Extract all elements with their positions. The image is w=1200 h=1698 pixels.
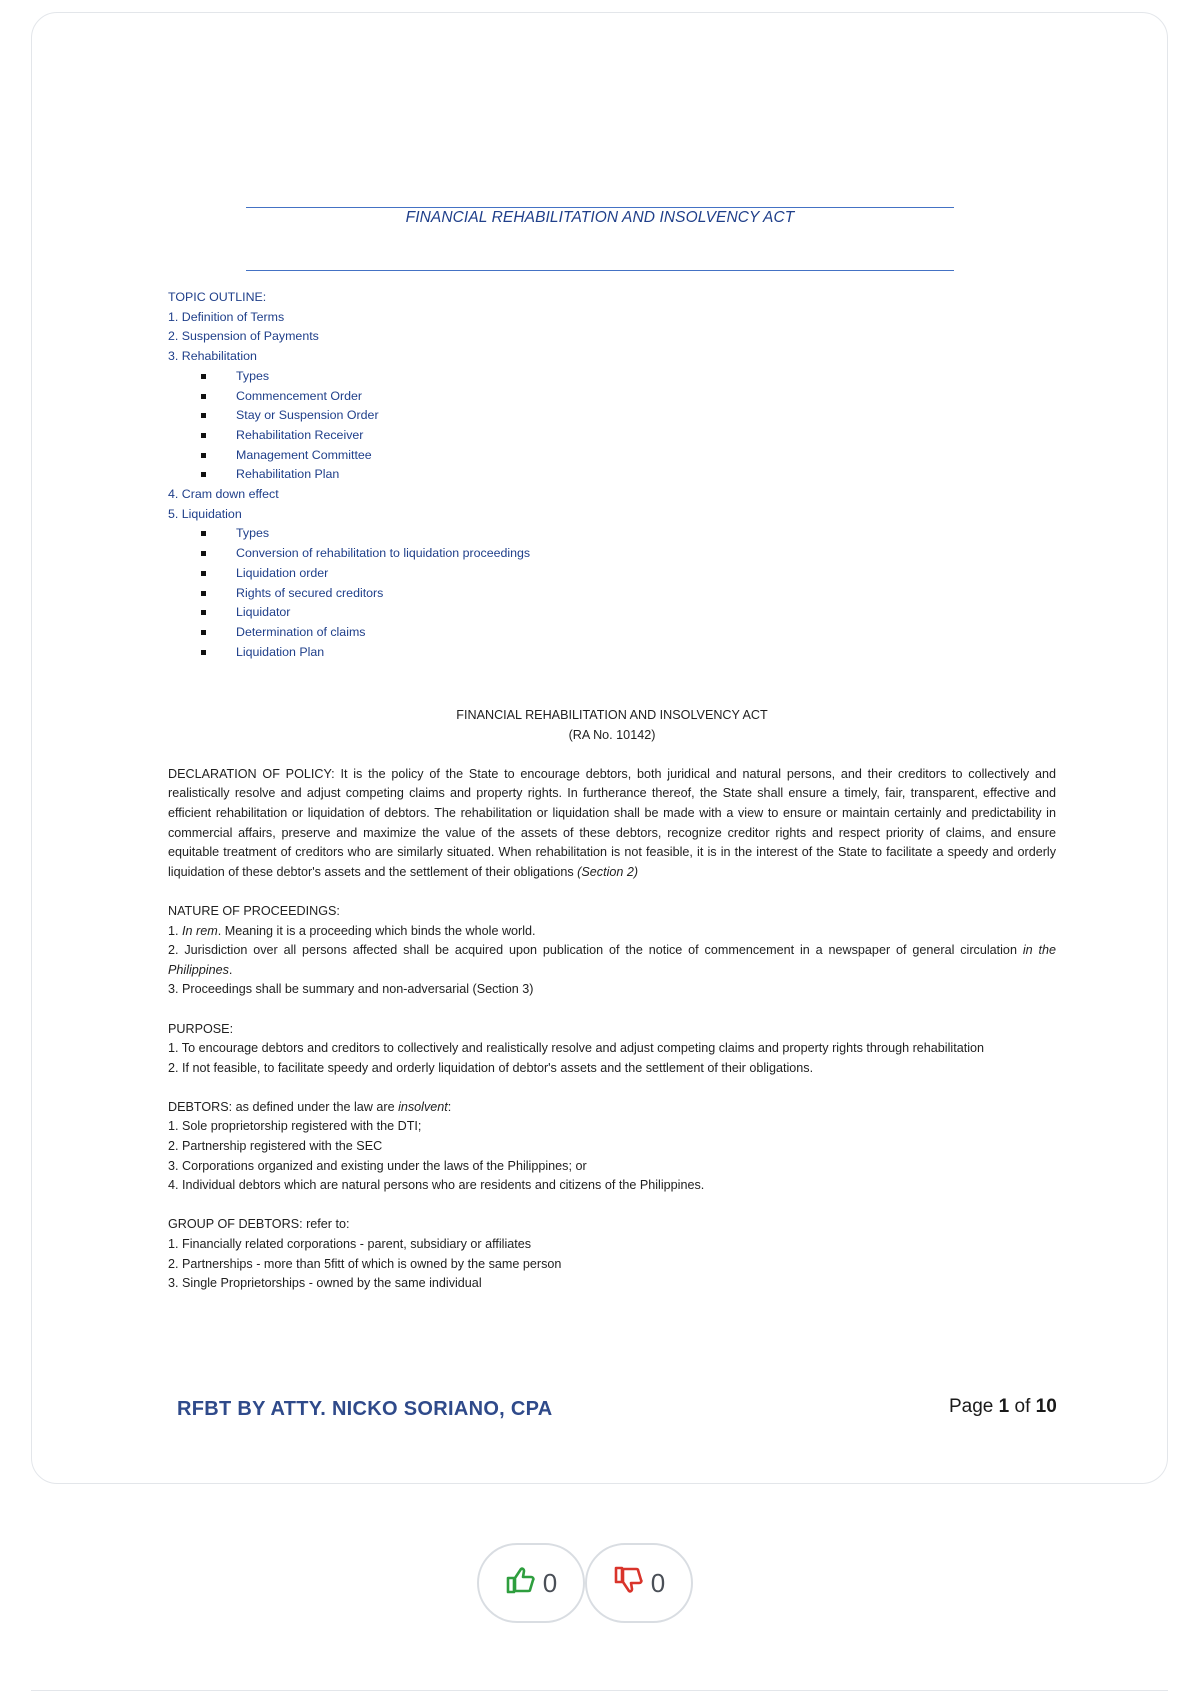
outline-subitem: Types	[168, 367, 868, 387]
outline-subitem: Rights of secured creditors	[168, 584, 868, 604]
outline-subitem: Conversion of rehabilitation to liquidation proceedings	[168, 544, 868, 564]
purpose-heading: PURPOSE:	[168, 1021, 234, 1036]
group-item: 1. Financially related corporations - parent, subsidiary or affiliates	[168, 1237, 532, 1252]
title-top-rule	[246, 207, 954, 208]
outline-subitem: Liquidation Plan	[168, 643, 868, 663]
group-heading: GROUP OF DEBTORS: refer to:	[168, 1217, 350, 1232]
document-title: FINANCIAL REHABILITATION AND INSOLVENCY ACT	[405, 209, 795, 226]
vote-bar	[477, 1543, 697, 1627]
declaration-of-policy	[168, 765, 1056, 883]
thumbs-down-icon	[613, 1566, 643, 1601]
purpose-item: 1. To encourage debtors and creditors to collectively and realistically resolve and adjust competing claims and property rights through rehabilitation	[168, 1041, 985, 1056]
nature-item: 1. In rem. Meaning it is a proceeding which binds the whole world.	[168, 923, 536, 938]
footer-page-number: Page 1 of 10	[949, 1396, 1057, 1417]
outline-subitem: Liquidation order	[168, 564, 868, 584]
policy-citation: (Section 2)	[577, 864, 639, 879]
outline-item: 4. Cram down effect	[168, 487, 279, 502]
thumbs-up-icon	[505, 1566, 535, 1601]
topic-outline	[168, 288, 868, 662]
debtor-item: 3. Corporations organized and existing under the laws of the Philippines; or	[168, 1158, 587, 1173]
document-body	[168, 706, 1056, 1294]
purpose-item: 2. If not feasible, to facilitate speedy and orderly liquidation of debtor's assets and the settlement of their obligations.	[168, 1060, 814, 1075]
like-count: 0	[542, 1567, 558, 1598]
outline-item: 1. Definition of Terms	[168, 309, 285, 324]
outline-subitem: Determination of claims	[168, 623, 868, 643]
nature-heading: NATURE OF PROCEEDINGS:	[168, 903, 340, 918]
divider	[31, 1690, 1168, 1691]
outline-subitem: Commencement Order	[168, 387, 868, 407]
debtor-item: 2. Partnership registered with the SEC	[168, 1139, 383, 1154]
group-item: 2. Partnerships - more than 5fitt of which is owned by the same person	[168, 1256, 562, 1271]
title-bottom-rule	[246, 270, 954, 271]
debtor-item: 4. Individual debtors which are natural persons who are residents and citizens of the Philippines.	[168, 1178, 705, 1193]
outline-subitem: Stay or Suspension Order	[168, 406, 868, 426]
group-item: 3. Single Proprietorships - owned by the same individual	[168, 1276, 482, 1291]
outline-subitem: Management Committee	[168, 446, 868, 466]
debtors-heading: DEBTORS: as defined under the law are insolvent:	[168, 1099, 452, 1114]
like-button[interactable]	[477, 1543, 585, 1623]
outline-subitem: Liquidator	[168, 603, 868, 623]
section-subtitle: (RA No. 10142)	[568, 727, 656, 742]
dislike-count: 0	[650, 1567, 666, 1598]
outline-item: 5. Liquidation	[168, 506, 242, 521]
nature-item: 2. Jurisdiction over all persons affected shall be acquired upon publication of the notice of commencement in a newspaper of general circulation in the Philippines.	[168, 943, 1057, 977]
footer-author: RFBT BY ATTY. NICKO SORIANO, CPA	[177, 1398, 553, 1420]
outline-item: 2. Suspension of Payments	[168, 329, 319, 344]
outline-heading: TOPIC OUTLINE:	[168, 290, 267, 304]
outline-subitem: Rehabilitation Plan	[168, 465, 868, 485]
nature-item: 3. Proceedings shall be summary and non-adversarial (Section 3)	[168, 982, 534, 997]
outline-subitem: Rehabilitation Receiver	[168, 426, 868, 446]
outline-subitem: Types	[168, 524, 868, 544]
debtor-item: 1. Sole proprietorship registered with the DTI;	[168, 1119, 422, 1134]
dislike-button[interactable]	[585, 1543, 693, 1623]
section-title: FINANCIAL REHABILITATION AND INSOLVENCY ACT	[456, 708, 768, 722]
outline-item: 3. Rehabilitation	[168, 349, 257, 364]
policy-text: DECLARATION OF POLICY: It is the policy of the State to encourage debtors, both juridical and natural persons, and their creditors to collectively and realistically resolve and adjust competing claims and property rights. In furtherance thereof, the State shall ensure a timely, fair, transparent, effective and efficient rehabilitation or liquidation of debtors. The rehabilitation or liquidation shall be made with a view to ensure or maintain certainly and predictability in commercial affairs, preserve and maximize the value of the assets of these debtors, recognize creditor rights and respect priority of claims, and ensure equitable treatment of creditors who are similarly situated. When rehabilitation is not feasible, it is in the interest of the State to facilitate a speedy and orderly liquidation of these debtor's assets and the settlement of their obligations	[168, 766, 1056, 879]
